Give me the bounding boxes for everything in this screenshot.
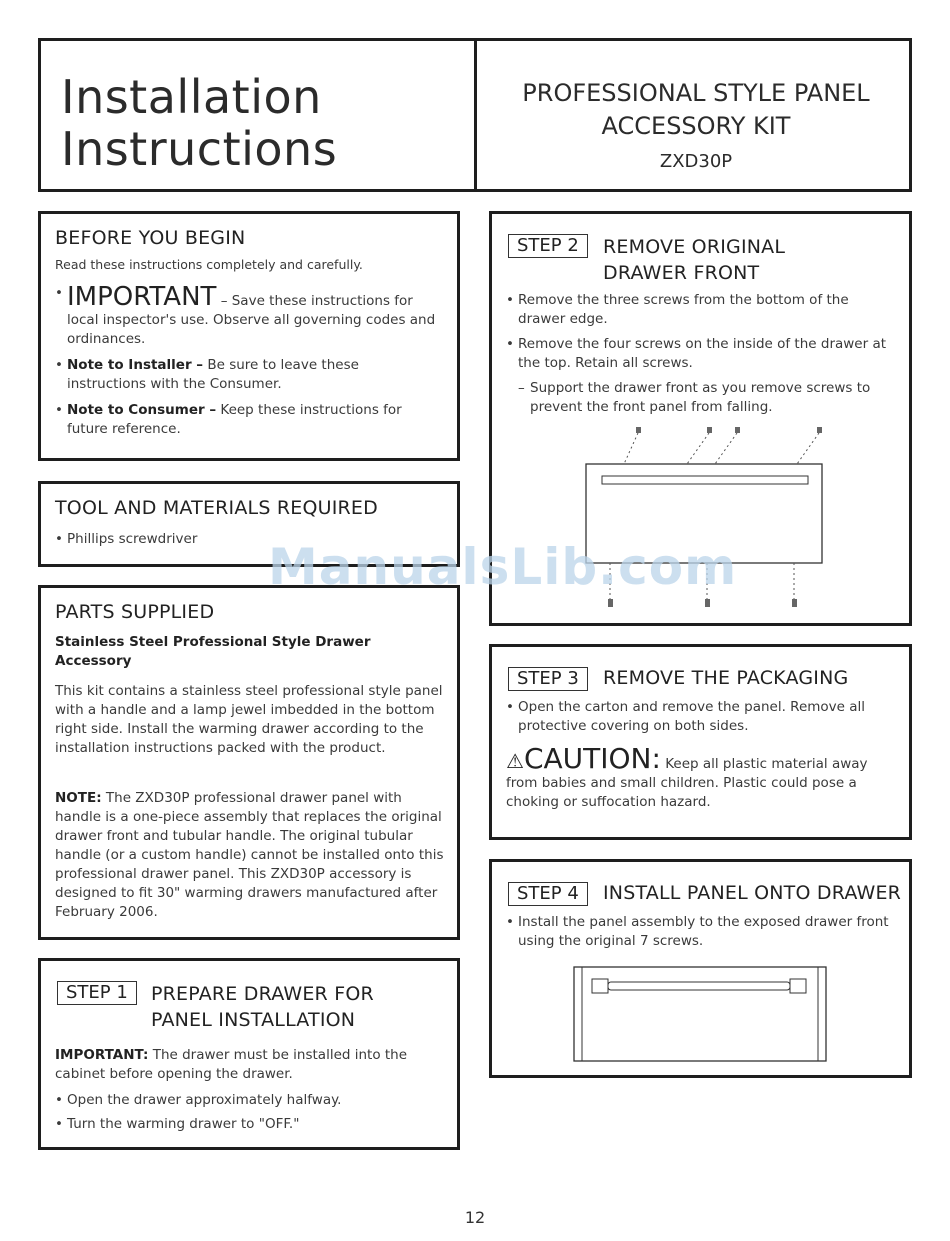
step3-bullet-1: • Open the carton and remove the panel. Remove all protective covering on both sides. bbox=[506, 698, 898, 736]
step1-bullet-2: • Turn the warming drawer to "OFF." bbox=[55, 1115, 299, 1134]
before-intro: Read these instructions completely and carefully. bbox=[55, 257, 363, 272]
screw-icon bbox=[817, 427, 822, 433]
model-number: ZXD30P bbox=[659, 151, 733, 172]
screw-icon bbox=[608, 599, 613, 607]
step4-box bbox=[489, 859, 912, 1078]
screw-icon bbox=[792, 599, 797, 607]
screw-icon bbox=[705, 599, 710, 607]
kit-title-line-1: PROFESSIONAL STYLE PANEL bbox=[522, 79, 870, 107]
tools-heading: TOOL AND MATERIALS REQUIRED bbox=[55, 497, 378, 519]
drawer-panel bbox=[574, 967, 826, 1061]
drawer-handle bbox=[608, 982, 790, 990]
parts-note-label: NOTE: bbox=[55, 790, 102, 806]
installer-label: Note to Installer – bbox=[67, 357, 204, 373]
step4-title: INSTALL PANEL ONTO DRAWER bbox=[603, 882, 902, 904]
kit-title-line-2: ACCESSORY KIT bbox=[601, 112, 791, 140]
caution-label: CAUTION: bbox=[523, 742, 661, 775]
step2-title-line-2: DRAWER FRONT bbox=[603, 262, 760, 284]
handle-bracket-right bbox=[790, 979, 806, 993]
step3-title: REMOVE THE PACKAGING bbox=[603, 667, 849, 689]
parts-note bbox=[55, 789, 447, 922]
screw-icon bbox=[636, 427, 641, 433]
parts-note-text: The ZXD30P professional drawer panel with handle is a one-piece assembly that replaces the original drawer front and tubular handle. The original tubular handle (or a custom handle) cannot be installed onto this professional drawer panel. This ZXD30P accessory is designed to fit 30" warming drawers manufactured after February 2006. bbox=[55, 790, 444, 920]
step1-bullet-1: • Open the drawer approximately halfway. bbox=[55, 1091, 341, 1110]
step2-sub-1: – Support the drawer front as you remove screws to prevent the front panel from falling. bbox=[518, 380, 871, 415]
panel-install-diagram bbox=[492, 862, 909, 1075]
step2-bullet-1: • Remove the three screws from the bottom of the drawer edge. bbox=[506, 291, 898, 329]
step3-tag: STEP 3 bbox=[508, 667, 588, 691]
step1-tag: STEP 1 bbox=[57, 981, 137, 1005]
important-label: IMPORTANT bbox=[67, 282, 217, 312]
step2-bullet-2: • Remove the four screws on the inside of the drawer at the top. Retain all screws. bbox=[506, 335, 898, 373]
step2-sub-1-text: Support the drawer front as you remove screws to prevent the front panel from falling. bbox=[530, 380, 871, 415]
screw-path bbox=[624, 433, 638, 464]
watermark: ManualsLib.com bbox=[268, 538, 738, 596]
tools-item: • Phillips screwdriver bbox=[55, 530, 197, 549]
step1-important-label: IMPORTANT: bbox=[55, 1047, 149, 1063]
installer-text: Be sure to leave these instructions with the Consumer. bbox=[67, 357, 359, 392]
header-box bbox=[38, 38, 912, 192]
caution-warning-icon: ⚠ bbox=[506, 749, 524, 773]
caution-text: Keep all plastic material away from babies and small children. Plastic could pose a choking or suffocation hazard. bbox=[506, 756, 868, 810]
drawer-slot bbox=[602, 476, 808, 484]
step1-title-line-1: PREPARE DRAWER FOR bbox=[151, 983, 374, 1005]
before-heading: BEFORE YOU BEGIN bbox=[55, 227, 246, 249]
step1-title-line-2: PANEL INSTALLATION bbox=[151, 1009, 356, 1031]
consumer-text: Keep these instructions for future reference. bbox=[67, 402, 402, 437]
page-title bbox=[61, 71, 337, 175]
step2-tag: STEP 2 bbox=[508, 234, 588, 258]
screw-path bbox=[687, 433, 709, 464]
parts-heading: PARTS SUPPLIED bbox=[55, 601, 215, 623]
page-number: 12 bbox=[464, 1208, 486, 1227]
step4-tag: STEP 4 bbox=[508, 882, 588, 906]
consumer-note bbox=[55, 401, 435, 439]
step4-bullet-1: • Install the panel assembly to the exposed drawer front using the original 7 screws. bbox=[506, 913, 898, 951]
important-note bbox=[55, 284, 447, 349]
installer-note bbox=[55, 356, 435, 394]
consumer-label: Note to Consumer – bbox=[67, 402, 217, 418]
step3-box bbox=[489, 644, 912, 840]
parts-subheading: Stainless Steel Professional Style Drawer Accessory bbox=[55, 634, 371, 669]
title-line-1: Installation bbox=[61, 70, 322, 124]
step1-box bbox=[38, 958, 460, 1150]
header-divider bbox=[474, 41, 477, 189]
screw-icon bbox=[735, 427, 740, 433]
kit-title bbox=[481, 77, 911, 143]
screw-path bbox=[797, 433, 819, 464]
title-line-2: Instructions bbox=[61, 122, 338, 176]
before-you-begin-box bbox=[38, 211, 460, 461]
step1-title bbox=[151, 981, 374, 1033]
screw-path bbox=[715, 433, 737, 464]
step2-title-line-1: REMOVE ORIGINAL bbox=[603, 236, 786, 258]
handle-bracket-left bbox=[592, 979, 608, 993]
parts-description: This kit contains a stainless steel professional style panel with a handle and a lamp jewel imbedded in the bottom right side. Install the warming drawer according to the installation instructions packed with the product. bbox=[55, 683, 443, 756]
important-text: – Save these instructions for local inspector's use. Observe all governing codes and ordinances. bbox=[67, 293, 436, 347]
step3-caution bbox=[506, 742, 898, 812]
screw-icon bbox=[707, 427, 712, 433]
step1-important-text: The drawer must be installed into the cabinet before opening the drawer. bbox=[55, 1047, 408, 1082]
parts-box bbox=[38, 585, 460, 940]
step1-important bbox=[55, 1046, 447, 1084]
